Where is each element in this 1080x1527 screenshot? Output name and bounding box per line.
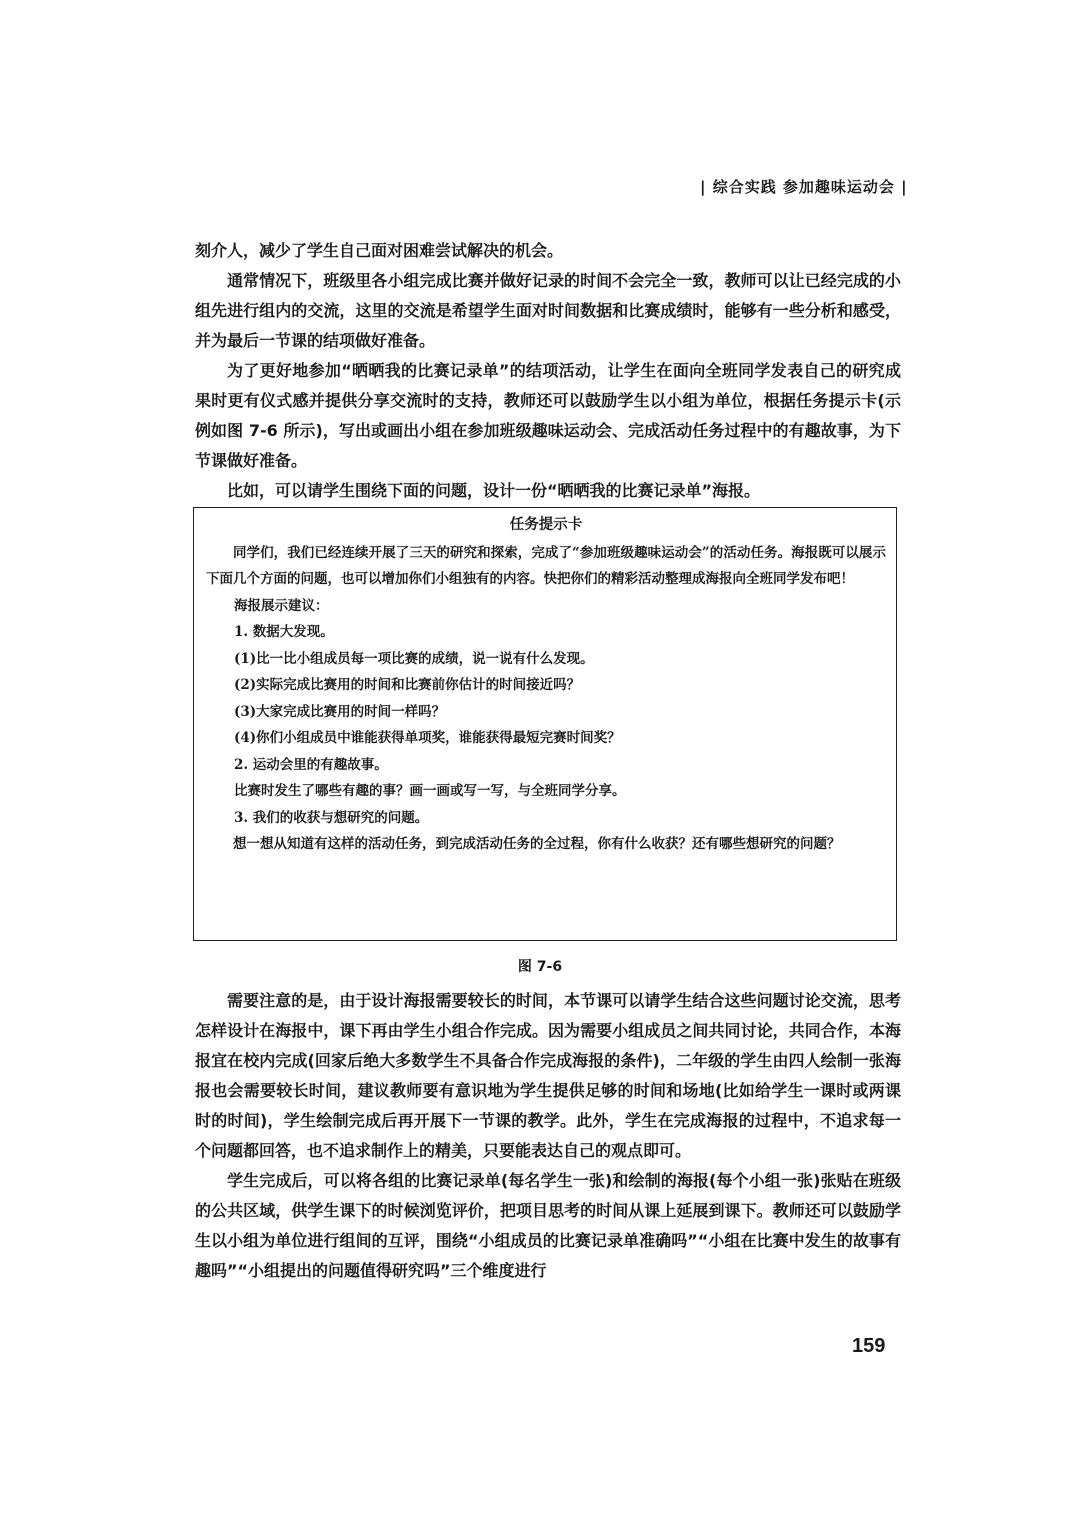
running-header: | 综合实践 参加趣味运动会 | bbox=[700, 178, 908, 196]
paragraph: 学生完成后，可以将各组的比赛记录单(每名学生一张)和绘制的海报(每个小组一张)张贴在班级的公共区域，供学生课下的时候浏览评价，把项目思考的时间从课上延展到课下。教师还可以鼓励学生以小组为单位进行组间的互评，围绕“小组成员的比赛记录单准确吗”“小组在比赛中发生的故事有趣吗”“小组提出的问题值得研究吗”三个维度进行 bbox=[195, 1171, 901, 1280]
card-line: 比赛时发生了哪些有趣的事？画一画或写一写，与全班同学分享。 bbox=[234, 783, 626, 799]
card-line: (2)实际完成比赛用的时间和比赛前你估计的时间接近吗？ bbox=[234, 677, 581, 693]
card-line: (1)比一比小组成员每一项比赛的成绩，说一说有什么发现。 bbox=[234, 650, 594, 667]
task-hint-card bbox=[193, 507, 897, 941]
paragraph: 刻介人，减少了学生自己面对困难尝试解决的机会。 bbox=[195, 241, 564, 260]
paragraph: 为了更好地参加“晒晒我的比赛记录单”的结项活动，让学生在面向全班同学发表自己的研究成果时更有仪式感并提供分享交流时的支持，教师还可以鼓励学生以小组为单位，根据任务提示卡(示例如图 7-6 所示)，写出或画出小组在参加班级趣味运动会、完成活动任务过程中的有趣故事，为下节课做好准备。 bbox=[195, 361, 901, 470]
card-line: 海报展示建议： bbox=[234, 597, 329, 614]
card-line: (4)你们小组成员中谁能获得单项奖，谁能获得最短完赛时间奖？ bbox=[234, 730, 621, 746]
card-closing: 想一想从知道有这样的活动任务，到完成活动任务的全过程，你有什么收获？还有哪些想研究的问题？ bbox=[233, 836, 841, 852]
card-line: 1. 数据大发现。 bbox=[234, 624, 334, 640]
body-text-upper bbox=[195, 236, 901, 506]
paragraph: 需要注意的是，由于设计海报需要较长的时间，本节课可以请学生结合这些问题讨论交流，思考怎样设计在海报中，课下再由学生小组合作完成。因为需要小组成员之间共同讨论，共同合作，本海报宜在校内完成(回家后绝大多数学生不具备合作完成海报的条件)，二年级的学生由四人绘制一张海报也会需要较长时间，建议教师要有意识地为学生提供足够的时间和场地(比如给学生一课时或两课时的时间)，学生绘制完成后再开展下一节课的教学。此外，学生在完成海报的过程中，不追求每一个问题都回答，也不追求制作上的精美，只要能表达自己的观点即可。 bbox=[195, 991, 901, 1160]
card-line: 2. 运动会里的有趣故事。 bbox=[234, 756, 388, 773]
body-text-lower bbox=[195, 986, 901, 1286]
paragraph: 通常情况下，班级里各小组完成比赛并做好记录的时间不会完全一致，教师可以让已经完成的小组先进行组内的交流，这里的交流是希望学生面对时间数据和比赛成绩时，能够有一些分析和感受，并为最后一节课的结项做好准备。 bbox=[195, 271, 901, 350]
page-number: 159 bbox=[852, 1335, 886, 1357]
figure-caption: 图 7-6 bbox=[517, 959, 563, 975]
paragraph: 比如，可以请学生围绕下面的问题，设计一份“晒晒我的比赛记录单”海报。 bbox=[227, 481, 761, 500]
card-title: 任务提示卡 bbox=[509, 516, 583, 533]
card-line: 3. 我们的收获与想研究的问题。 bbox=[234, 809, 429, 826]
card-intro: 同学们，我们已经连续开展了三天的研究和探索，完成了“参加班级趣味运动会”的活动任务。海报既可以展示下面几个方面的问题，也可以增加你们小组独有的内容。快把你们的精彩活动整理成海报向全班同学发布吧！ bbox=[206, 544, 886, 587]
card-line: (3)大家完成比赛用的时间一样吗？ bbox=[234, 703, 446, 720]
